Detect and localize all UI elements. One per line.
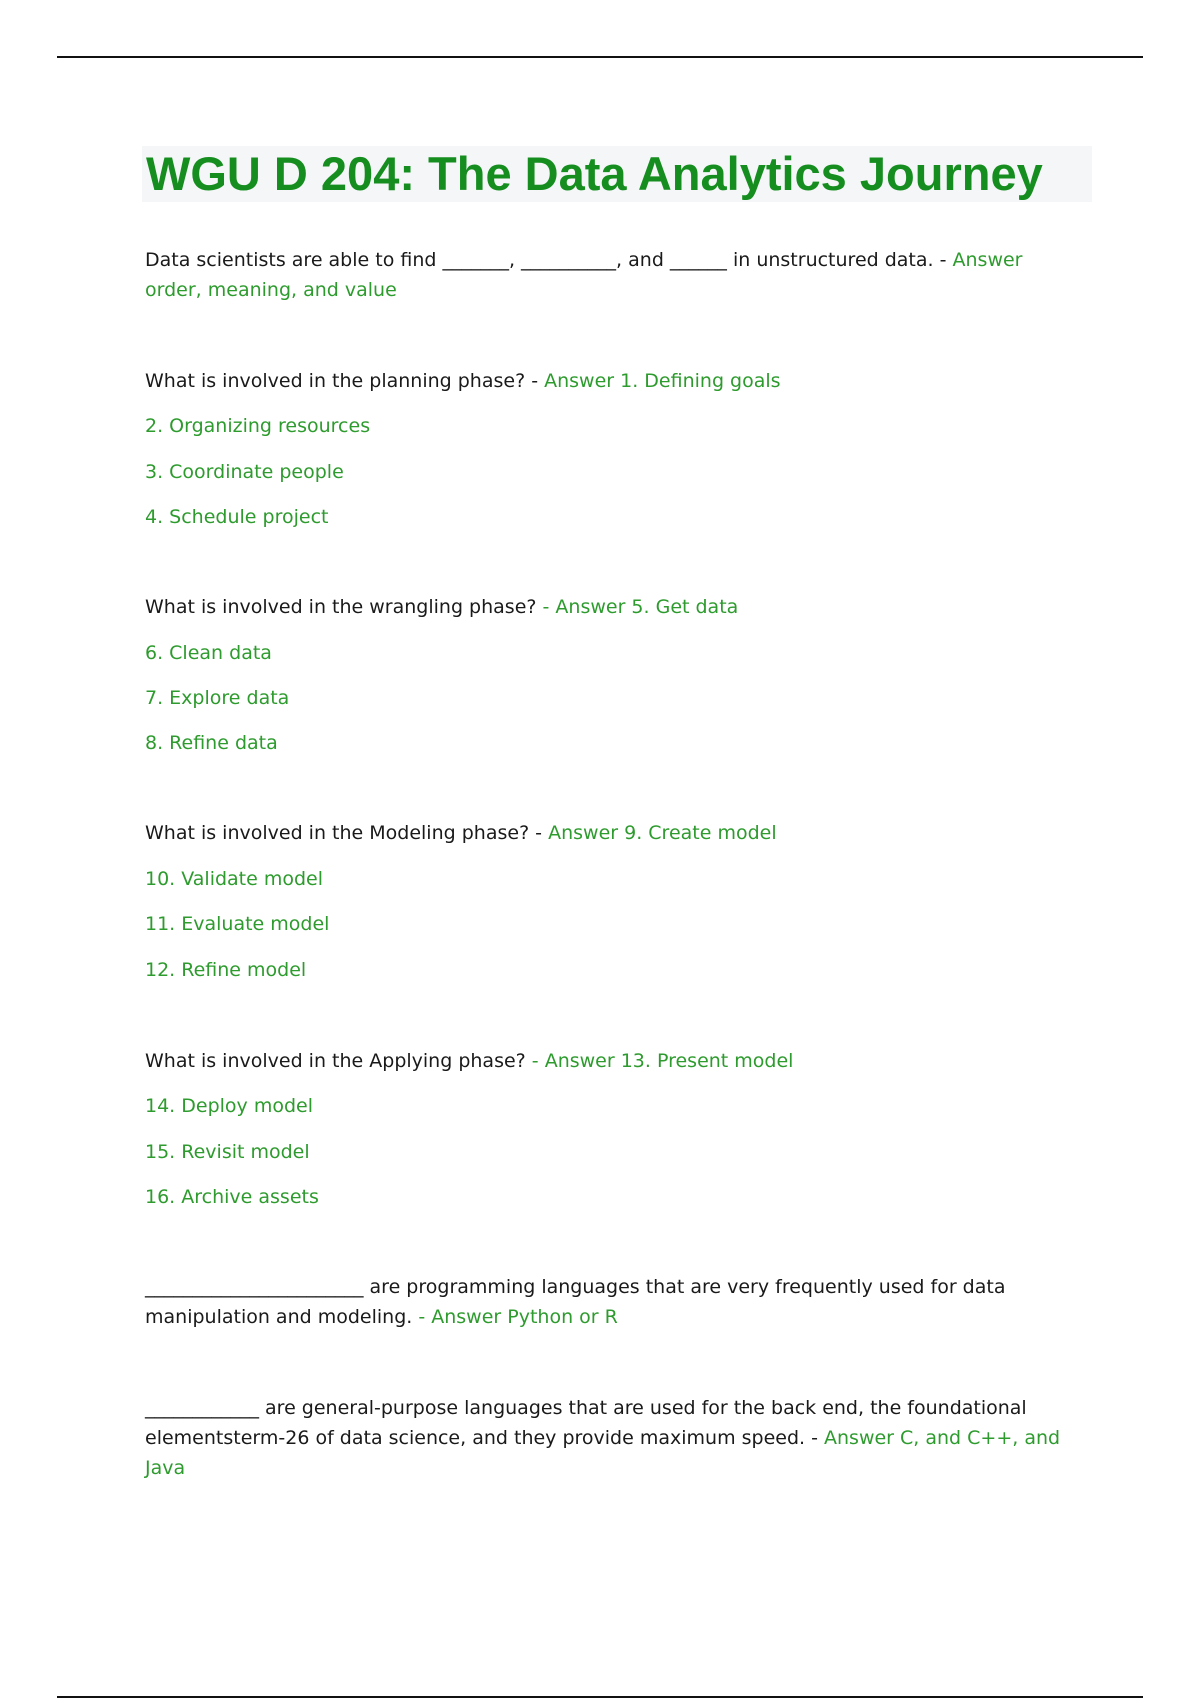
bottom-rule [57, 1696, 1143, 1698]
question-2-item: 2. Organizing resources [145, 415, 371, 437]
question-3-text: What is involved in the wrangling phase? [145, 596, 543, 618]
question-7-answer: Answer C, and C++, and Java [145, 1427, 1061, 1479]
question-4 [145, 818, 1065, 848]
page-title: WGU D 204: The Data Analytics Journey [146, 147, 1043, 200]
question-2-item: 4. Schedule project [145, 506, 329, 528]
question-2-answer: Answer 1. Defining goals [544, 370, 781, 392]
question-2-text: What is involved in the planning phase? - [145, 370, 545, 392]
question-3-answer: - Answer 5. Get data [542, 596, 739, 618]
question-4-item: 11. Evaluate model [145, 913, 330, 935]
question-1 [145, 245, 1065, 305]
question-3-item: 6. Clean data [145, 642, 272, 664]
question-4-item: 10. Validate model [145, 868, 324, 890]
question-5-item: 16. Archive assets [145, 1186, 319, 1208]
question-2 [145, 366, 1065, 396]
question-4-answer: Answer 9. Create model [548, 822, 777, 844]
question-1-text: Data scientists are able to find _______, __________, and ______ in unstructured data. - [145, 249, 953, 271]
question-3 [145, 592, 1065, 622]
question-6-answer: - Answer Python or R [418, 1306, 618, 1328]
question-7-text: ____________ are general-purpose languages that are used for the back end, the foundational elementsterm-26 of data science, and they provide maximum speed. - [145, 1397, 1027, 1449]
question-5-item: 14. Deploy model [145, 1095, 313, 1117]
question-5 [145, 1046, 1065, 1076]
question-4-text: What is involved in the Modeling phase? - [145, 822, 549, 844]
question-6 [145, 1272, 1065, 1332]
question-3-item: 7. Explore data [145, 687, 290, 709]
question-5-text: What is involved in the Applying phase? [145, 1050, 532, 1072]
top-rule [57, 56, 1143, 58]
question-3-item: 8. Refine data [145, 732, 278, 754]
question-5-item: 15. Revisit model [145, 1141, 310, 1163]
question-1-answer: Answer order, meaning, and value [145, 249, 1023, 301]
question-2-item: 3. Coordinate people [145, 461, 344, 483]
question-5-answer: - Answer 13. Present model [531, 1050, 794, 1072]
question-4-item: 12. Refine model [145, 959, 307, 981]
question-6-text: _______________________ are programming languages that are very frequently used for data manipulation and modeling. [145, 1276, 1006, 1328]
question-7 [145, 1393, 1065, 1483]
